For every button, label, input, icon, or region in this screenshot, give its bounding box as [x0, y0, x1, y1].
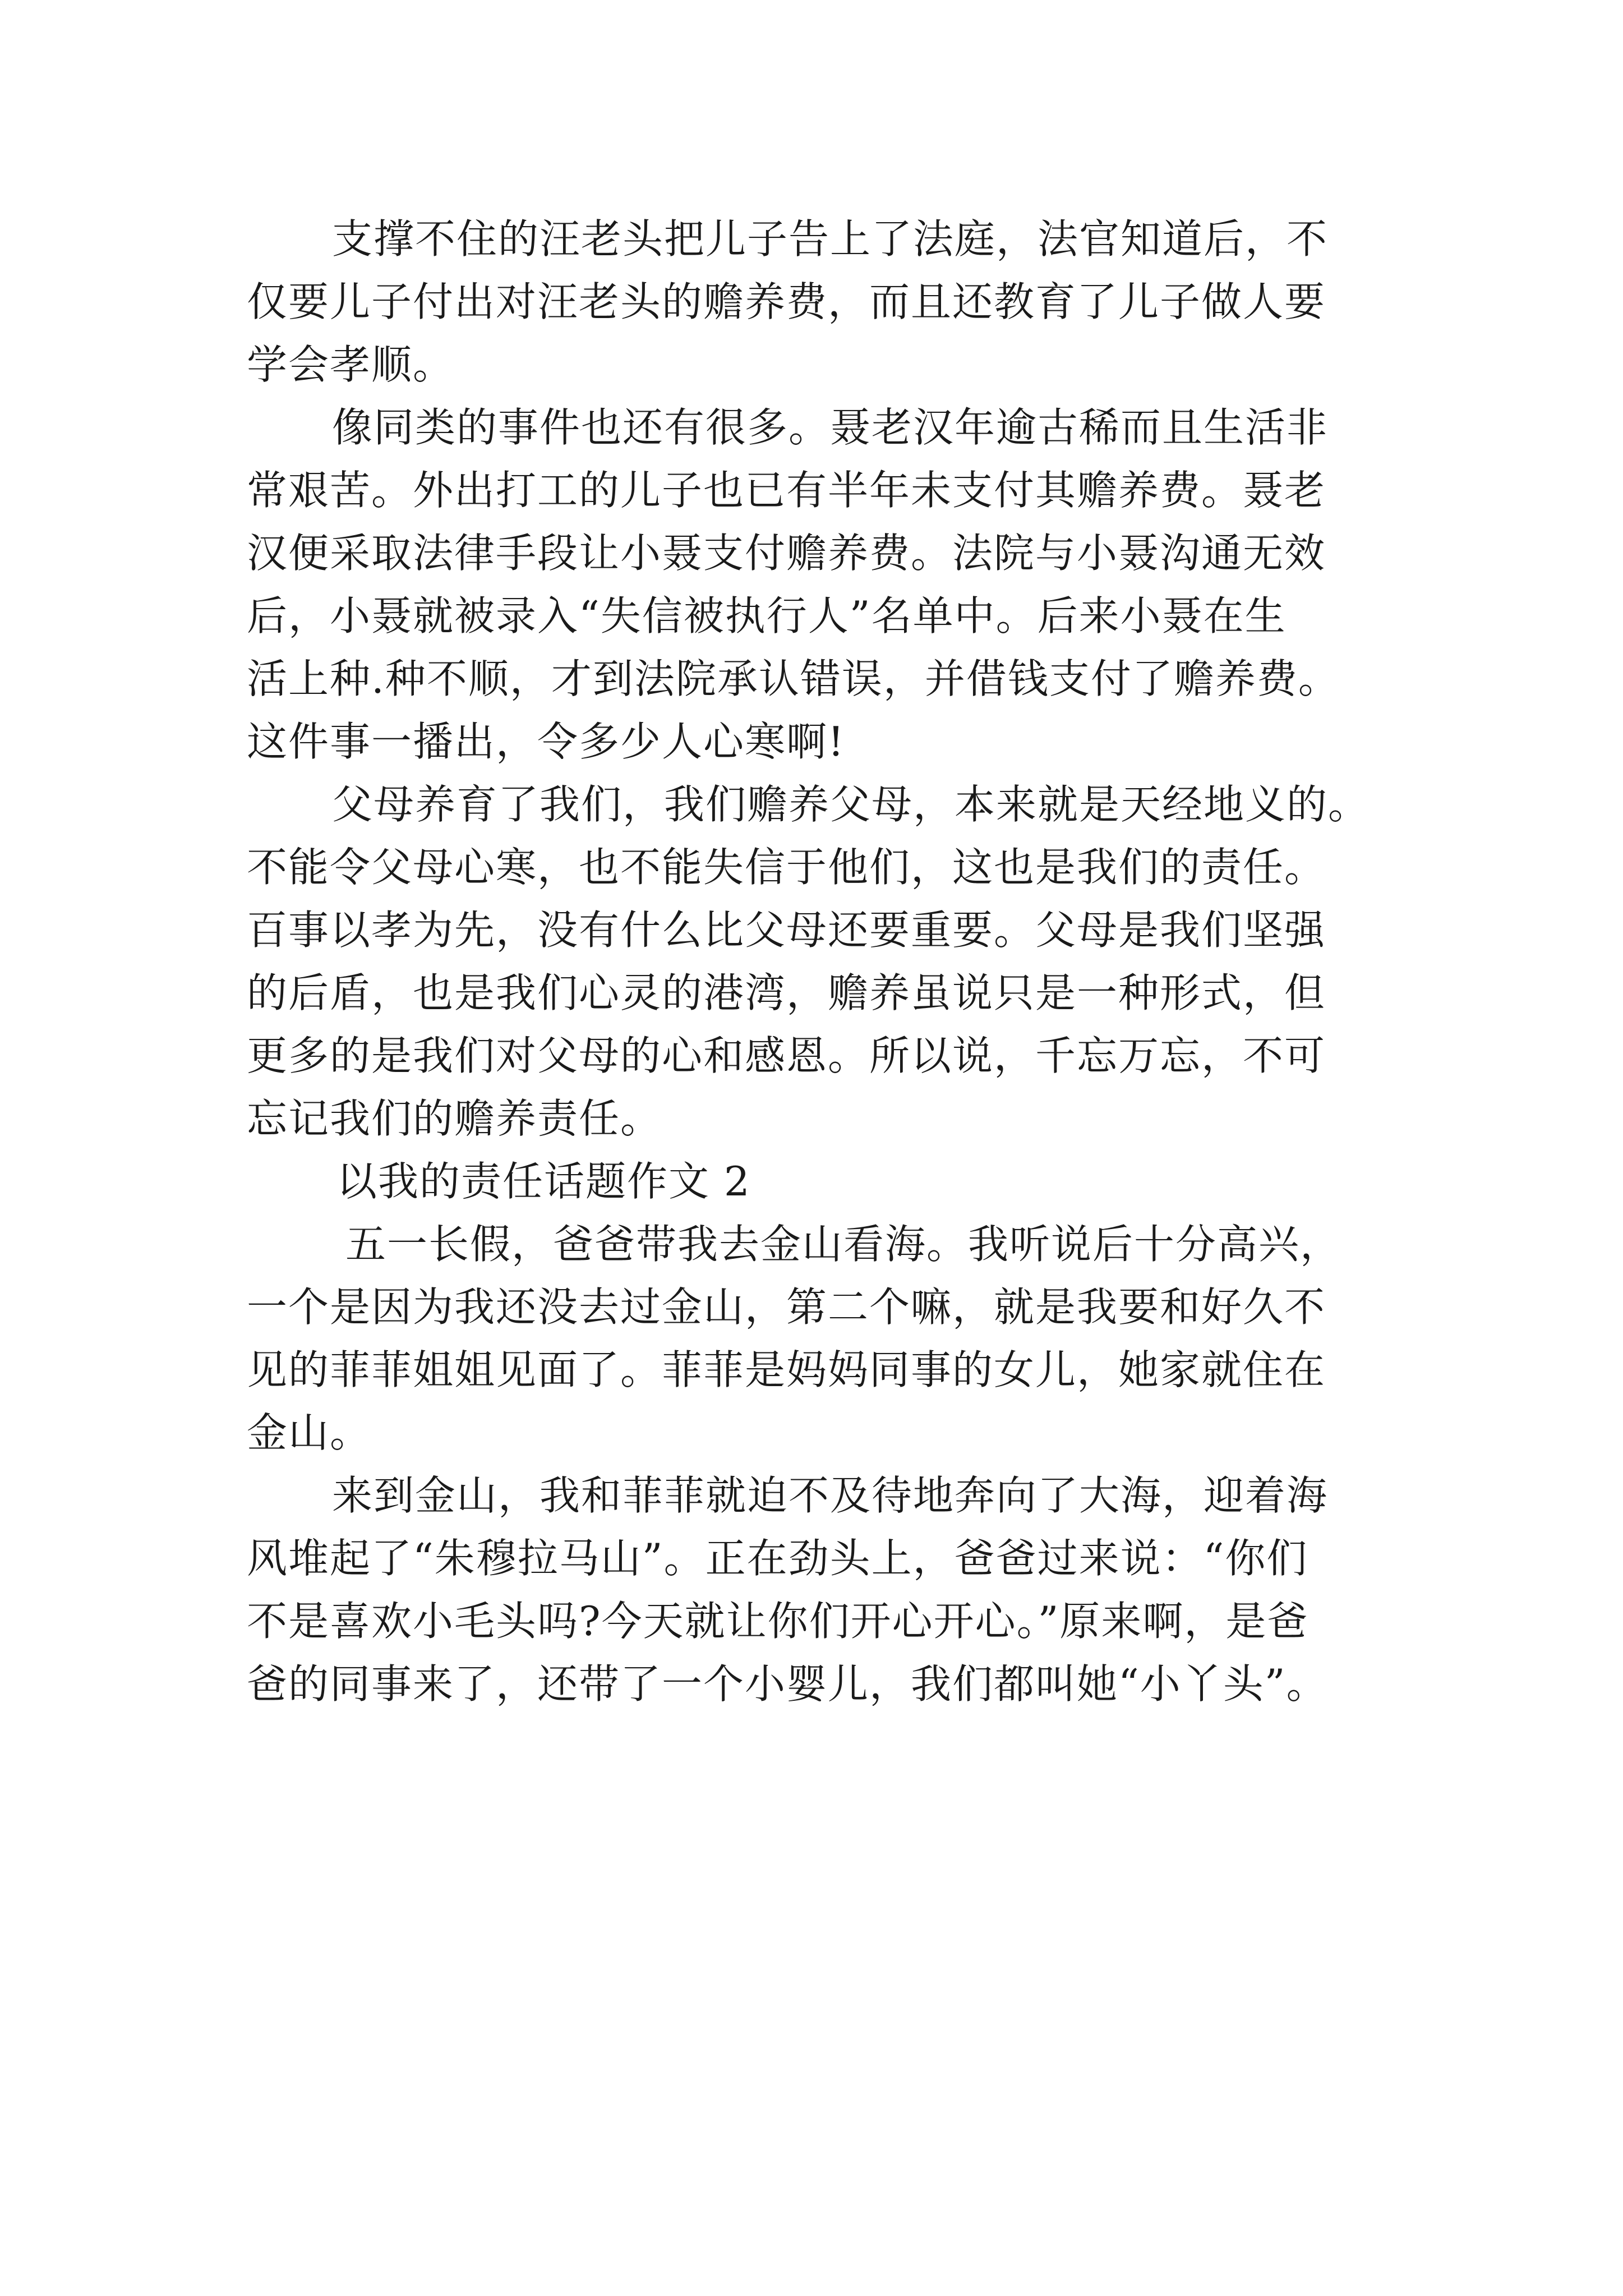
- paragraph-line: 忘记我们的赡养责任。: [247, 1095, 662, 1142]
- paragraph-line: 父母养育了我们，我们赡养父母，本来就是天经地义的。: [332, 781, 1370, 828]
- paragraph-line: 像同类的事件也还有很多。聂老汉年逾古稀而且生活非: [332, 404, 1329, 451]
- paragraph-line: 这件事一播出，令多少人心寒啊!: [247, 718, 845, 765]
- paragraph-line: 汉便采取法律手段让小聂支付赡养费。法院与小聂沟通无效: [247, 530, 1326, 577]
- paragraph-line: 见的菲菲姐姐见面了。菲菲是妈妈同事的女儿，她家就住在: [247, 1346, 1326, 1393]
- paragraph-line: 不能令父母心寒，也不能失信于他们，这也是我们的责任。: [247, 844, 1326, 891]
- paragraph-line: 支撑不住的汪老头把儿子告上了法庭，法官知道后，不: [332, 215, 1329, 263]
- paragraph-line: 更多的是我们对父母的心和感恩。所以说，千忘万忘，不可: [247, 1032, 1326, 1079]
- paragraph-line: 来到金山，我和菲菲就迫不及待地奔向了大海，迎着海: [332, 1472, 1329, 1519]
- paragraph-line: 活上种.种不顺，才到法院承认错误，并借钱支付了赡养费。: [247, 655, 1340, 702]
- paragraph-line: 仅要儿子付出对汪老头的赡养费，而且还教育了儿子做人要: [247, 278, 1326, 325]
- paragraph-line: 金山。: [247, 1409, 372, 1456]
- paragraph-line: 风堆起了“朱穆拉马山”。正在劲头上，爸爸过来说：“你们: [247, 1535, 1308, 1582]
- document-body: [247, 208, 1391, 1715]
- paragraph-line: 常艰苦。外出打工的儿子也已有半年未支付其赡养费。聂老: [247, 467, 1326, 514]
- paragraph-line: 的后盾，也是我们心灵的港湾，赡养虽说只是一种形式，但: [247, 969, 1326, 1016]
- paragraph-line: 一个是因为我还没去过金山，第二个嘛，就是我要和好久不: [247, 1283, 1326, 1331]
- paragraph-line: 百事以孝为先，没有什么比父母还要重要。父母是我们坚强: [247, 907, 1326, 954]
- paragraph-line: 五一长假，爸爸带我去金山看海。我听说后十分高兴，: [345, 1221, 1342, 1268]
- section-heading: 以我的责任话题作文 2: [336, 1158, 751, 1205]
- paragraph-line: 爸的同事来了，还带了一个小婴儿，我们都叫她“小丫头”。: [247, 1660, 1328, 1708]
- paragraph-line: 不是喜欢小毛头吗?今天就让你们开心开心。”原来啊，是爸: [247, 1598, 1309, 1645]
- paragraph-line: 学会孝顺。: [247, 341, 455, 388]
- paragraph-line: 后，小聂就被录入“失信被执行人”名单中。后来小聂在生: [247, 592, 1287, 639]
